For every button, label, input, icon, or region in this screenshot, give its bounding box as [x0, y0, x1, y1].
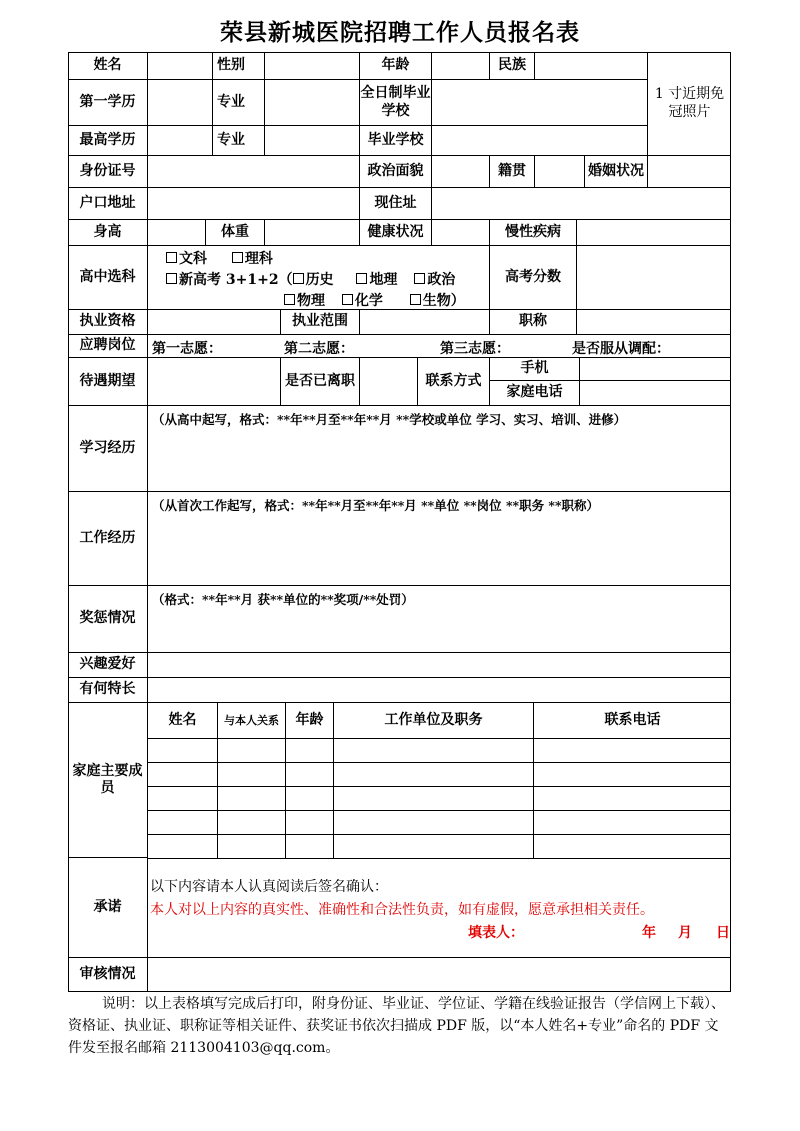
- study-label: 学习经历: [68, 406, 148, 492]
- family-member-cell[interactable]: [148, 739, 218, 763]
- promise-label: 承诺: [68, 858, 148, 958]
- highschool-row1: [166, 248, 273, 268]
- family-header-relation: 与本人关系: [218, 703, 286, 739]
- home-phone-label: 家庭电话: [490, 381, 580, 406]
- third-choice-label: 第三志愿：: [440, 341, 510, 357]
- mobile-field[interactable]: [580, 358, 731, 381]
- marital-label: 婚姻状况: [585, 156, 648, 188]
- study-hint: （从高中起写，格式：**年**月至**年**月 **学校或单位 学习、实习、培训、进修）: [152, 412, 627, 427]
- home-phone-field[interactable]: [580, 381, 731, 406]
- political-field[interactable]: [432, 156, 490, 188]
- current-address-label: 现住址: [360, 188, 432, 220]
- salary-field[interactable]: [148, 358, 281, 406]
- family-member-cell[interactable]: [218, 787, 286, 811]
- family-member-cell[interactable]: [534, 835, 731, 859]
- reward-label: 奖惩情况: [68, 586, 148, 653]
- promise-line2: 本人对以上内容的真实性、准确性和合法性负责，如有虚假，愿意承担相关责任。: [150, 902, 654, 918]
- age-label: 年龄: [360, 52, 432, 80]
- instructions-note: 说明：以上表格填写完成后打印，附身份证、毕业证、学位证、学籍在线验证报告（学信网上下载）、资格证、执业证、职称证等相关证件、获奖证书依次扫描成 PDF 版，以“本人姓名+专业”命名的 PDF 文件发至报名邮箱 2113004103@qq.com。: [68, 996, 725, 1056]
- health-label: 健康状况: [360, 220, 432, 246]
- photo-hint: 1 寸近期免冠照片: [654, 86, 725, 120]
- chronic-label: 慢性疾病: [490, 220, 577, 246]
- review-field[interactable]: [148, 958, 731, 992]
- promise-text: [150, 876, 728, 942]
- specialty-label: 有何特长: [68, 678, 148, 703]
- chronic-field[interactable]: [577, 220, 731, 246]
- fulltime-school-field[interactable]: [432, 80, 648, 126]
- day-label: 日: [716, 925, 730, 941]
- fulltime-school-label: 全日制毕业学校: [360, 80, 432, 126]
- professional-title-field[interactable]: [577, 310, 731, 335]
- highest-degree-label: 最高学历: [68, 126, 148, 156]
- family-member-cell[interactable]: [334, 811, 534, 835]
- license-field[interactable]: [148, 310, 281, 335]
- highschool-row2: [166, 269, 455, 289]
- hukou-field[interactable]: [148, 188, 360, 220]
- geography-checkbox[interactable]: 地理: [356, 269, 397, 289]
- gender-field[interactable]: [265, 52, 360, 80]
- ethnicity-field[interactable]: [535, 52, 648, 80]
- family-member-cell[interactable]: [534, 811, 731, 835]
- specialty-field[interactable]: [148, 678, 731, 703]
- age-field[interactable]: [432, 52, 490, 80]
- grad-school-field[interactable]: [432, 126, 648, 156]
- hobby-field[interactable]: [148, 653, 731, 678]
- major1-field[interactable]: [265, 80, 360, 126]
- chemistry-checkbox[interactable]: 化学: [342, 290, 383, 310]
- work-label: 工作经历: [68, 492, 148, 586]
- signer-label: 填表人：: [468, 925, 524, 941]
- native-place-label: 籍贯: [490, 156, 535, 188]
- promise-line1: 以下内容请本人认真阅读后签名确认：: [150, 879, 388, 895]
- family-member-cell[interactable]: [218, 763, 286, 787]
- family-member-cell[interactable]: [334, 739, 534, 763]
- reward-hint: （格式：**年**月 获**单位的**奖项/**处罚）: [152, 592, 414, 607]
- scope-label: 执业范围: [281, 310, 360, 335]
- form-title: 荣县新城医院招聘工作人员报名表: [220, 19, 580, 46]
- resigned-label: 是否已离职: [281, 358, 360, 406]
- second-choice-label: 第二志愿：: [284, 341, 354, 357]
- marital-field[interactable]: [648, 156, 731, 188]
- first-degree-label: 第一学历: [68, 80, 148, 126]
- physics-checkbox[interactable]: 物理: [284, 290, 325, 310]
- family-member-cell[interactable]: [218, 811, 286, 835]
- work-hint: （从首次工作起写，格式：**年**月至**年**月 **单位 **岗位 **职务 **职称）: [152, 498, 599, 513]
- weight-field[interactable]: [265, 220, 360, 246]
- review-label: 审核情况: [68, 958, 148, 992]
- health-field[interactable]: [432, 220, 490, 246]
- family-member-cell[interactable]: [534, 787, 731, 811]
- contact-label: 联系方式: [418, 358, 490, 406]
- first-degree-field[interactable]: [148, 80, 213, 126]
- family-header-work: 工作单位及职务: [334, 703, 534, 739]
- id-number-field[interactable]: [148, 156, 360, 188]
- highschool-row3: [284, 290, 465, 310]
- highest-degree-field[interactable]: [148, 126, 213, 156]
- family-label: 家庭主要成员: [68, 703, 148, 858]
- mobile-label: 手机: [490, 358, 580, 381]
- family-member-cell[interactable]: [286, 835, 334, 859]
- family-member-cell[interactable]: [286, 739, 334, 763]
- family-member-cell[interactable]: [534, 739, 731, 763]
- exam-score-field[interactable]: [577, 246, 731, 310]
- politics-checkbox[interactable]: 政治: [414, 269, 455, 289]
- family-member-cell[interactable]: [148, 787, 218, 811]
- photo-box[interactable]: [648, 52, 731, 156]
- name-field[interactable]: [148, 52, 213, 80]
- scope-field[interactable]: [360, 310, 490, 335]
- science-checkbox[interactable]: 理科: [232, 248, 273, 268]
- family-member-cell[interactable]: [286, 787, 334, 811]
- family-member-cell[interactable]: [534, 763, 731, 787]
- family-member-cell[interactable]: [148, 763, 218, 787]
- family-member-cell[interactable]: [218, 739, 286, 763]
- biology-checkbox[interactable]: 生物）: [410, 290, 465, 310]
- exam-score-label: 高考分数: [490, 246, 577, 310]
- resigned-field[interactable]: [360, 358, 418, 406]
- family-member-cell[interactable]: [286, 763, 334, 787]
- height-field[interactable]: [148, 220, 206, 246]
- family-member-cell[interactable]: [218, 835, 286, 859]
- new-exam-checkbox[interactable]: 新高考 3+1+2（: [166, 269, 293, 289]
- family-member-cell[interactable]: [148, 835, 218, 859]
- family-member-cell[interactable]: [334, 787, 534, 811]
- major2-field[interactable]: [265, 126, 360, 156]
- position-label: 应聘岗位: [68, 335, 148, 358]
- major2-label: 专业: [213, 126, 265, 156]
- history-checkbox[interactable]: 历史: [293, 269, 334, 289]
- promise-sign-line: [150, 922, 728, 942]
- family-member-cell[interactable]: [148, 811, 218, 835]
- accept-adjust-label: 是否服从调配：: [572, 341, 670, 357]
- family-header-age: 年龄: [286, 703, 334, 739]
- liberal-arts-checkbox[interactable]: 文科: [166, 248, 207, 268]
- hukou-label: 户口地址: [68, 188, 148, 220]
- political-label: 政治面貌: [360, 156, 432, 188]
- signer-field[interactable]: [568, 922, 638, 940]
- gender-label: 性别: [213, 52, 265, 80]
- highschool-label: 高中选科: [68, 246, 148, 310]
- license-label: 执业资格: [68, 310, 148, 335]
- current-address-field[interactable]: [432, 188, 731, 220]
- height-label: 身高: [68, 220, 148, 246]
- weight-label: 体重: [206, 220, 265, 246]
- salary-label: 待遇期望: [68, 358, 148, 406]
- professional-title-label: 职称: [490, 310, 577, 335]
- family-member-cell[interactable]: [334, 763, 534, 787]
- name-label: 姓名: [68, 52, 148, 80]
- native-place-field[interactable]: [535, 156, 585, 188]
- ethnicity-label: 民族: [490, 52, 535, 80]
- family-header-name: 姓名: [148, 703, 218, 739]
- grad-school-label: 毕业学校: [360, 126, 432, 156]
- hobby-label: 兴趣爱好: [68, 653, 148, 678]
- id-number-label: 身份证号: [68, 156, 148, 188]
- year-label: 年: [642, 925, 656, 941]
- family-member-cell[interactable]: [286, 811, 334, 835]
- first-choice-label: 第一志愿：: [152, 341, 222, 357]
- major1-label: 专业: [213, 80, 265, 126]
- month-label: 月: [678, 925, 692, 941]
- family-member-cell[interactable]: [334, 835, 534, 859]
- family-header-phone: 联系电话: [534, 703, 731, 739]
